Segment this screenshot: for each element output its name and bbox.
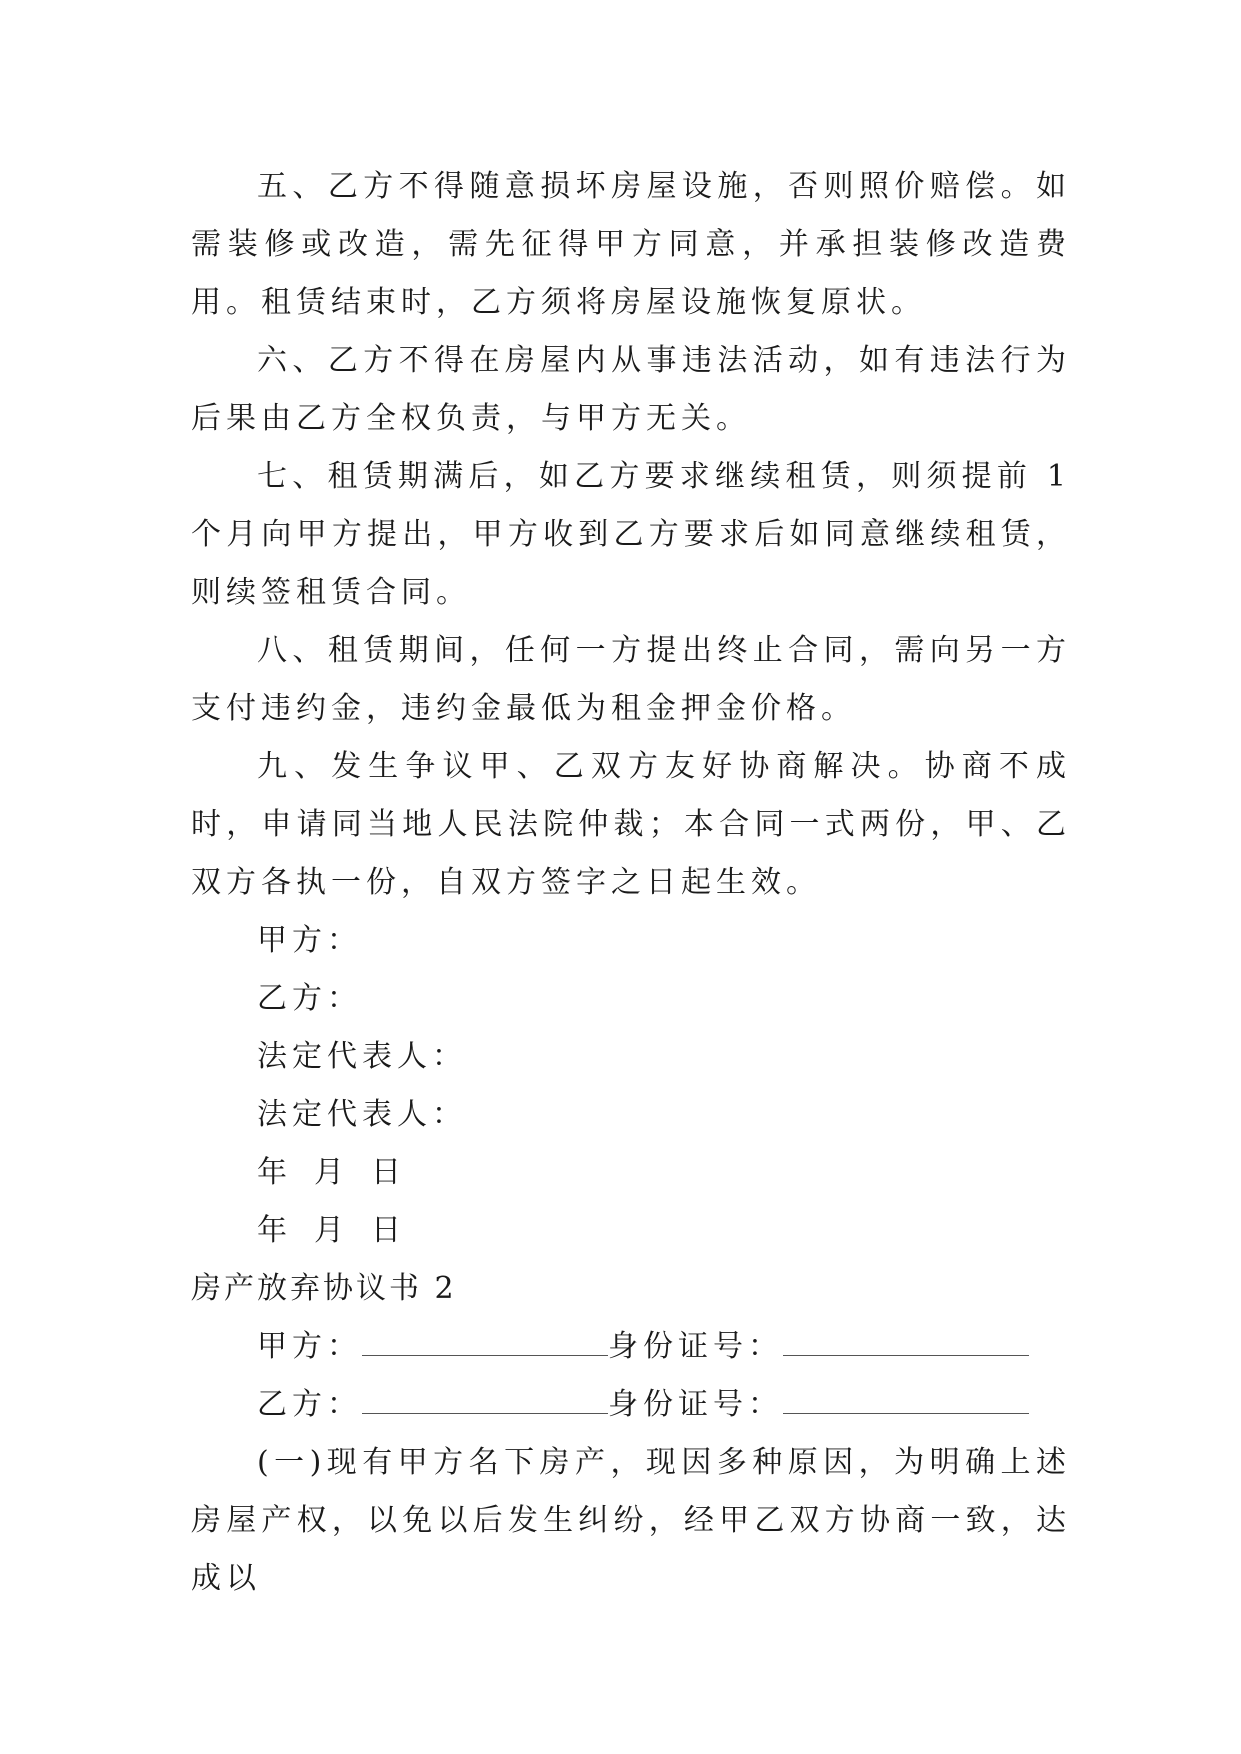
clause-7: 七、租赁期满后，如乙方要求继续租赁，则须提前 1 个月向甲方提出，甲方收到乙方要求后如同意继续租赁，则续签租赁合同。 — [191, 459, 1071, 610]
section-title: 房产放弃协议书 2 — [191, 1271, 457, 1306]
party-b-id-blank — [783, 1389, 1029, 1414]
id-number-label: 身份证号： — [608, 1387, 783, 1422]
party-b-label: 乙方： — [257, 1387, 362, 1422]
clause-6: 六、乙方不得在房屋内从事违法活动，如有违法行为后果由乙方全权负责，与甲方无关。 — [191, 343, 1071, 436]
signature-date-1 — [191, 1144, 1071, 1202]
party-b-info-row — [191, 1376, 1071, 1434]
date-year: 年 — [257, 1155, 292, 1190]
agreement-clause-1: (一)现有甲方名下房产，现因多种原因，为明确上述房屋产权，以免以后发生纠纷，经甲乙双方协商一致，达成以 — [191, 1445, 1071, 1596]
date-month: 月 — [314, 1155, 349, 1190]
clause-9: 九、发生争议甲、乙双方友好协商解决。协商不成时，申请同当地人民法院仲裁；本合同一式两份，甲、乙双方各执一份，自双方签字之日起生效。 — [191, 749, 1071, 900]
clause-8: 八、租赁期间，任何一方提出终止合同，需向另一方支付违约金，违约金最低为租金押金价格。 — [191, 633, 1071, 726]
signature-party-b: 乙方： — [257, 981, 362, 1016]
clause-5: 五、乙方不得随意损坏房屋设施，否则照价赔偿。如需装修或改造，需先征得甲方同意，并承担装修改造费用。租赁结束时，乙方须将房屋设施恢复原状。 — [191, 169, 1071, 320]
document-body — [191, 158, 1071, 1608]
id-number-label: 身份证号： — [608, 1329, 783, 1364]
party-a-label: 甲方： — [257, 1329, 362, 1364]
date-year: 年 — [257, 1213, 292, 1248]
date-day: 日 — [371, 1213, 406, 1248]
party-a-name-blank — [362, 1331, 608, 1356]
signature-party-a: 甲方： — [257, 923, 362, 958]
party-b-name-blank — [362, 1389, 608, 1414]
party-a-info-row — [191, 1318, 1071, 1376]
date-month: 月 — [314, 1213, 349, 1248]
party-a-id-blank — [783, 1331, 1029, 1356]
signature-legal-rep-1: 法定代表人： — [257, 1039, 467, 1074]
signature-legal-rep-2: 法定代表人： — [257, 1097, 467, 1132]
date-day: 日 — [371, 1155, 406, 1190]
signature-date-2 — [191, 1202, 1071, 1260]
